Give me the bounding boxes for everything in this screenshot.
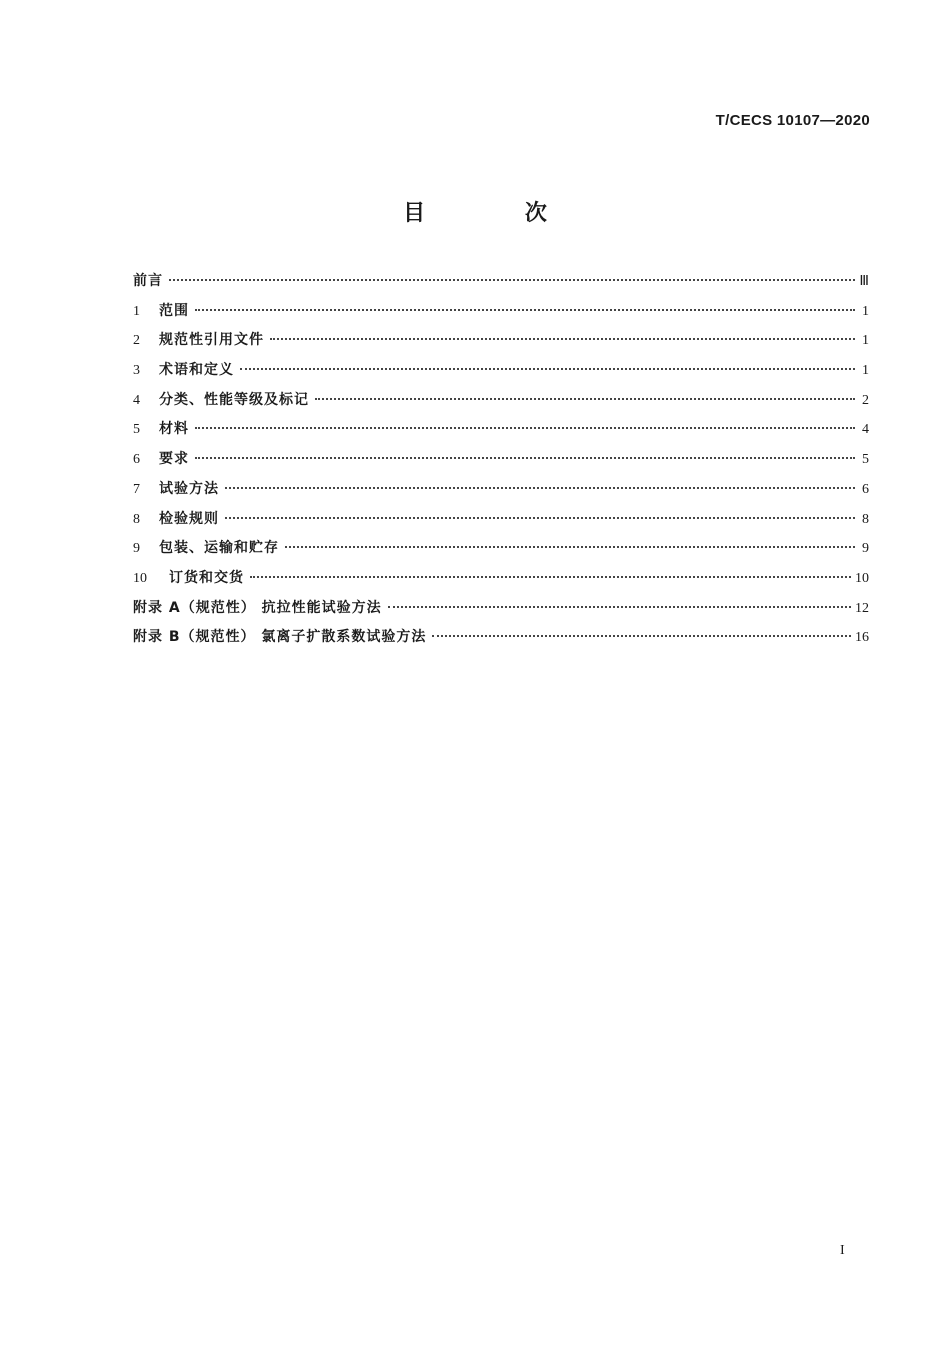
toc-dot-leader (250, 576, 851, 578)
toc-entry-number: 3 (133, 363, 140, 379)
toc-entry-label: 范围 (159, 302, 189, 319)
toc-entry-number: 8 (133, 511, 140, 527)
toc-dot-leader (270, 338, 855, 340)
toc-entry-number: 2 (133, 333, 140, 349)
toc-entry-scope[interactable] (133, 300, 869, 330)
toc-dot-leader (195, 309, 855, 311)
toc-dot-leader (285, 546, 855, 548)
toc-entry-materials[interactable] (133, 418, 869, 448)
toc-entry-packaging[interactable] (133, 537, 869, 567)
toc-entry-page: 1 (862, 363, 869, 379)
toc-title: 目 次 (403, 201, 593, 226)
toc-entry-terms[interactable] (133, 359, 869, 389)
toc-list (133, 270, 869, 656)
document-code: T/CECS 10107—2020 (715, 112, 870, 129)
toc-entry-number: 6 (133, 452, 140, 468)
toc-entry-label: 术语和定义 (159, 362, 234, 379)
toc-entry-preface[interactable] (133, 270, 869, 300)
toc-entry-label: 试验方法 (159, 480, 219, 497)
page-number: I (840, 1243, 845, 1258)
toc-dot-leader (195, 457, 855, 459)
toc-entry-label: 附录 B（规范性） 氯离子扩散系数试验方法 (133, 629, 427, 646)
toc-entry-page: 10 (855, 570, 869, 586)
toc-dot-leader (225, 517, 855, 519)
toc-entry-label: 附录 A（规范性） 抗拉性能试验方法 (133, 599, 382, 616)
toc-entry-page: 1 (862, 333, 869, 349)
toc-dot-leader (315, 398, 855, 400)
toc-dot-leader (169, 279, 855, 281)
toc-entry-normative-references[interactable] (133, 329, 869, 359)
toc-dot-leader (195, 427, 855, 429)
toc-entry-page: 9 (862, 541, 869, 557)
toc-entry-page: 12 (855, 600, 869, 616)
toc-dot-leader (225, 487, 855, 489)
toc-entry-inspection-rules[interactable] (133, 508, 869, 538)
toc-entry-appendix-b[interactable] (133, 626, 869, 656)
toc-entry-requirements[interactable] (133, 448, 869, 478)
toc-entry-number: 7 (133, 481, 140, 497)
toc-entry-number: 10 (133, 570, 147, 586)
toc-entry-label: 规范性引用文件 (159, 332, 264, 349)
toc-entry-label: 要求 (159, 451, 189, 468)
toc-entry-appendix-a[interactable] (133, 597, 869, 627)
toc-entry-label: 材料 (159, 421, 189, 438)
toc-entry-label: 检验规则 (159, 510, 219, 527)
toc-entry-test-methods[interactable] (133, 478, 869, 508)
toc-entry-number: 9 (133, 541, 140, 557)
toc-dot-leader (432, 635, 851, 637)
toc-entry-page: 4 (862, 422, 869, 438)
toc-entry-page: 5 (862, 452, 869, 468)
toc-entry-number: 1 (133, 303, 140, 319)
toc-entry-page: 16 (855, 630, 869, 646)
toc-entry-label: 前言 (133, 273, 163, 289)
toc-entry-label: 订货和交货 (169, 569, 244, 586)
toc-dot-leader (388, 606, 851, 608)
toc-entry-label: 包装、运输和贮存 (159, 540, 279, 557)
toc-entry-number: 4 (133, 392, 140, 408)
toc-dot-leader (240, 368, 855, 370)
toc-entry-label: 分类、性能等级及标记 (159, 391, 309, 408)
toc-entry-page: Ⅲ (859, 274, 869, 289)
toc-entry-page: 8 (862, 511, 869, 527)
toc-entry-page: 2 (862, 392, 869, 408)
toc-entry-page: 6 (862, 481, 869, 497)
toc-entry-number: 5 (133, 422, 140, 438)
toc-entry-ordering[interactable] (133, 567, 869, 597)
toc-entry-page: 1 (862, 303, 869, 319)
toc-entry-classification[interactable] (133, 389, 869, 419)
